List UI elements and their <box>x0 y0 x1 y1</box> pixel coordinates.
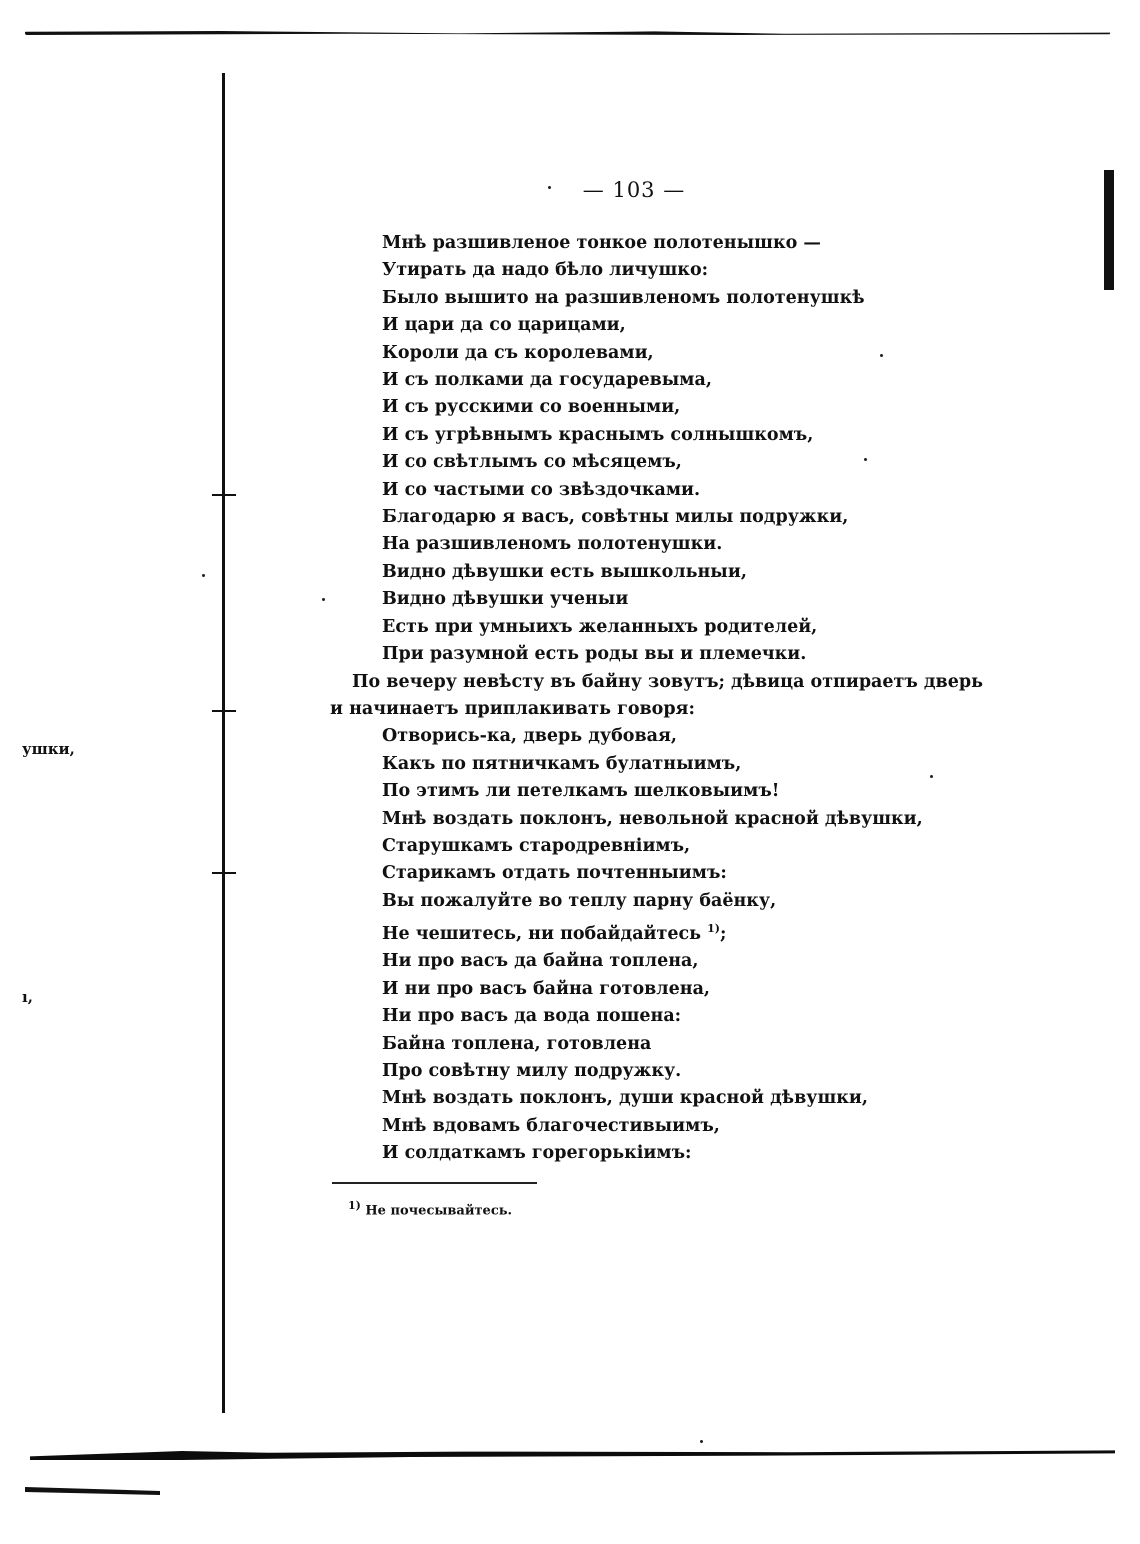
verse-line <box>330 948 950 975</box>
torn-bottom-edge <box>30 1448 1115 1460</box>
line-text: Благодарю я васъ, совѣтны милы подружки, <box>382 507 849 528</box>
verse-line <box>330 586 950 613</box>
line-text: Есть при умныихъ желанныхъ родителей, <box>382 616 818 637</box>
line-text: Мнѣ разшивленое тонкое полотенышко — <box>382 233 821 253</box>
verse-line <box>330 477 950 504</box>
footnote <box>348 1199 512 1218</box>
verse-line <box>330 394 950 421</box>
line-text: Ни про васъ да байна топлена, <box>382 951 699 972</box>
verse-line <box>330 1140 950 1167</box>
footnote-rule <box>332 1182 537 1184</box>
verse-line <box>330 976 950 1003</box>
verse-line <box>330 915 950 948</box>
line-text: Было вышито на разшивленомъ полотенушкѣ <box>382 287 865 308</box>
facing-page-fragment: ушки, <box>22 740 75 758</box>
line-text: И солдаткамъ горегорькіимъ: <box>382 1143 692 1164</box>
verse-line <box>330 860 950 887</box>
line-text: По этимъ ли петелкамъ шелковыимъ! <box>382 781 780 802</box>
line-text: И со частыми со звѣздочками. <box>382 479 701 500</box>
line-text: На разшивленомъ полотенушки. <box>382 534 723 555</box>
verse-line <box>330 230 950 257</box>
verse-line <box>330 367 950 394</box>
line-text: Короли да съ королевами, <box>382 342 654 363</box>
line-text: Вы пожалуйте во теплу парну баёнку, <box>382 890 777 911</box>
verse-line <box>330 1113 950 1140</box>
verse-line <box>330 1058 950 1085</box>
line-text: Старушкамъ стародревніимъ, <box>382 835 691 856</box>
prose-line <box>330 669 983 696</box>
line-text: Старикамъ отдать почтенныимъ: <box>382 863 727 884</box>
verse-line <box>330 614 950 641</box>
gutter-tick <box>212 872 236 874</box>
gutter-tick <box>212 494 236 496</box>
verse-line <box>330 806 950 833</box>
footnote-text: Не почесывайтесь. <box>365 1203 513 1219</box>
verse-line <box>330 449 950 476</box>
verse-line <box>330 641 950 668</box>
verse-line <box>330 559 950 586</box>
line-text: Про совѣтну милу подружку. <box>382 1061 682 1082</box>
verse-line <box>330 1031 950 1058</box>
footnote-marker: 1) <box>348 1199 361 1212</box>
line-text: И ни про васъ байна готовлена, <box>382 978 711 999</box>
verse-line <box>330 888 950 915</box>
line-text: При разумной есть роды вы и племечки. <box>382 644 807 665</box>
torn-top-edge <box>25 31 1110 35</box>
prose-line <box>330 696 950 723</box>
binding-gutter-line <box>222 73 225 1413</box>
line-text: Ни про васъ да вода пошена: <box>382 1006 682 1027</box>
line-text: Байна топлена, готовлена <box>382 1033 652 1054</box>
verse-line <box>330 778 950 805</box>
facing-page-fragment: ı, <box>22 988 33 1006</box>
line-text: Утирать да надо бѣло личушко: <box>382 260 709 281</box>
verse-line <box>330 504 950 531</box>
line-text: Не чешитесь, ни побайдайтесь <box>382 923 702 944</box>
line-text: И со свѣтлымъ со мѣсяцемъ, <box>382 452 682 473</box>
verse-line <box>330 340 950 367</box>
line-text: Мнѣ воздать поклонъ, души красной дѣвушки, <box>382 1088 868 1109</box>
page-number: — 103 — <box>582 178 686 202</box>
verse-line <box>330 1003 950 1030</box>
verse-line <box>330 531 950 558</box>
line-text: и начинаетъ приплакивать говоря: <box>330 698 695 719</box>
line-text: И съ полками да государевыма, <box>382 370 712 391</box>
line-text: Мнѣ воздать поклонъ, невольной красной дѣвушки, <box>382 808 923 829</box>
line-text: Какъ по пятничкамъ булатныимъ, <box>382 753 742 774</box>
line-text: Отворись-ка, дверь дубовая, <box>382 726 677 747</box>
line-text: По вечеру невѣсту въ байну зовутъ; дѣвица отпираетъ дверь <box>352 671 983 692</box>
gutter-tick <box>212 710 236 712</box>
line-text: И съ русскими со военными, <box>382 397 681 418</box>
line-text: Видно дѣвушки есть вышкольныи, <box>382 561 747 582</box>
line-text: Видно дѣвушки ученыи <box>382 589 629 610</box>
line-punctuation: ; <box>720 923 727 944</box>
line-text: Мнѣ вдовамъ благочестивыимъ, <box>382 1115 720 1136</box>
verse-line <box>330 422 950 449</box>
poem-text-block <box>330 230 983 1168</box>
verse-line <box>330 723 950 750</box>
verse-line <box>330 257 950 284</box>
line-text: И съ угрѣвнымъ краснымъ солнышкомъ, <box>382 424 814 445</box>
line-text: И цари да со царицами, <box>382 315 626 336</box>
verse-line <box>330 751 950 778</box>
verse-line <box>330 285 950 312</box>
verse-line <box>330 833 950 860</box>
verse-line <box>330 312 950 339</box>
verse-line <box>330 1085 950 1112</box>
footnote-reference: 1) <box>707 922 720 936</box>
torn-bottom-edge-fragment <box>25 1485 160 1495</box>
